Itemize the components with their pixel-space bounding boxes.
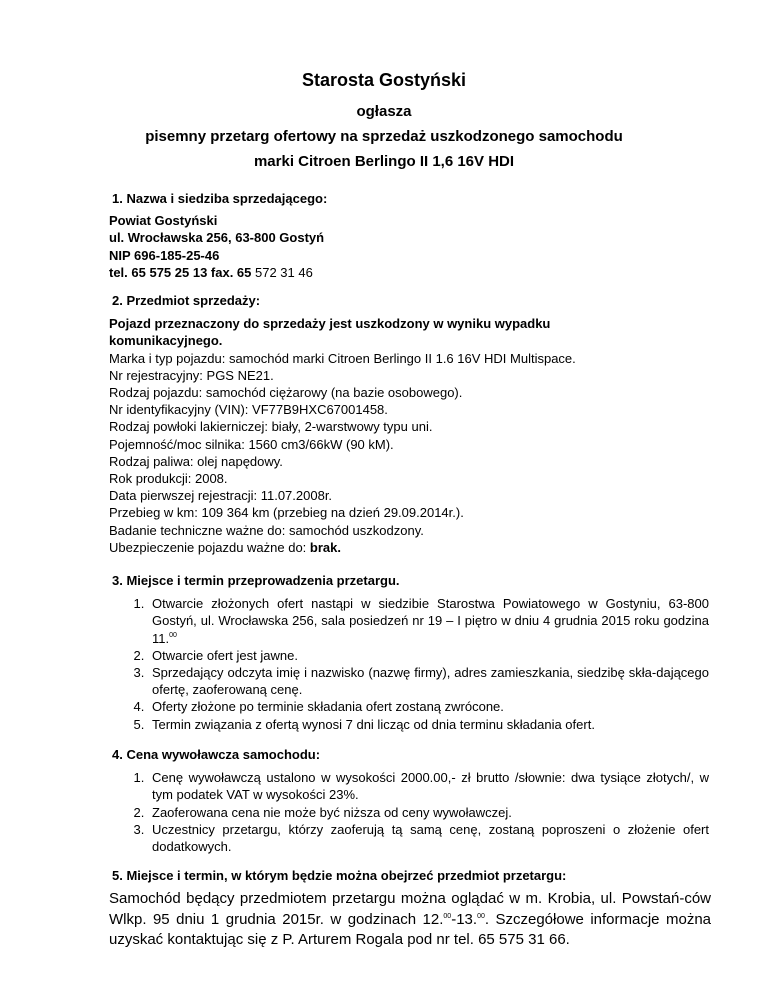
- inspection-text-part-3: . Szczegółowe informacje można uzyskać kontaktując się z P. Arturem Rogala pod nr tel. 65 575 31 66.: [109, 910, 712, 949]
- section-5-heading: 5. Miejsce i termin, w którym będzie można obejrzeć przedmiot przetargu:: [112, 868, 567, 883]
- subject-intro-line-2: komunikacyjnego.: [109, 333, 223, 349]
- price-list: [109, 769, 709, 855]
- insurance-label: Ubezpieczenie pojazdu ważne do:: [109, 539, 310, 555]
- detail-line: Rok produkcji: 2008.: [109, 471, 228, 487]
- detail-line: Data pierwszej rejestracji: 11.07.2008r.: [109, 488, 333, 504]
- inspection-text-part-1: Samochód będący przedmiotem przetargu można oglądać w m. Krobia, ul. Powstań-ców Wlkp. 95 dniu 1 grudnia 2015r. w godzinach 12.: [109, 890, 711, 928]
- venue-item-1-text: Otwarcie złożonych ofert nastąpi w siedzibie Starostwa Powiatowego w Gostyniu, 63-800 Gostyń, ul. Wrocławska 256, sala posiedzeń nr 19 – I piętro w dniu 4 grudnia 2015 roku godzina 11.: [152, 596, 709, 646]
- seller-phone-fax: [109, 264, 709, 281]
- list-item: [148, 595, 709, 647]
- seller-phone-bold: tel. 65 575 25 13 fax. 65: [109, 264, 252, 280]
- list-item: 4. Oferty złożone po terminie składania ofert zostaną zwrócone.: [148, 698, 709, 715]
- inspection-text: [109, 889, 711, 951]
- time-superscript: 00: [443, 912, 452, 920]
- section-4-heading: 4. Cena wywoławcza samochodu:: [112, 747, 321, 762]
- section-seller: [109, 190, 709, 281]
- section-3-heading: 3. Miejsce i termin przeprowadzenia przetargu.: [112, 573, 400, 588]
- detail-line: Rodzaj paliwa: olej napędowy.: [109, 453, 283, 469]
- detail-line: Nr rejestracyjny: PGS NE21.: [109, 367, 274, 383]
- insurance-value: brak.: [309, 539, 341, 555]
- seller-fax-rest: 572 31 46: [251, 264, 313, 280]
- detail-line: Rodzaj powłoki lakierniczej: biały, 2-warstwowy typu uni.: [109, 419, 433, 435]
- section-price: [109, 746, 709, 855]
- list-item: 2. Zaoferowana cena nie może być niższa od ceny wywoławczej.: [148, 804, 709, 821]
- list-item: 5. Termin związania z ofertą wynosi 7 dni licząc od dnia terminu składania ofert.: [148, 716, 709, 733]
- seller-name: Powiat Gostyński: [109, 213, 218, 229]
- list-item: 3. Uczestnicy przetargu, którzy zaoferują tą samą cenę, zostaną poproszeni o złożenie ofert dodatkowych.: [148, 821, 709, 855]
- time-superscript: 00: [169, 631, 177, 639]
- seller-address: ul. Wrocławska 256, 63-800 Gostyń: [109, 230, 325, 246]
- detail-line: Pojemność/moc silnika: 1560 cm3/66kW (90 kM).: [109, 436, 394, 452]
- detail-line: Rodzaj pojazdu: samochód ciężarowy (na bazie osobowego).: [109, 385, 463, 401]
- detail-line: Marka i typ pojazdu: samochód marki Citroen Berlingo II 1.6 16V HDI Multispace.: [109, 350, 576, 366]
- subject-line-2: marki Citroen Berlingo II 1,6 16V HDI: [253, 153, 515, 170]
- section-subject: [109, 292, 709, 556]
- section-2-heading: 2. Przedmiot sprzedaży:: [112, 293, 261, 308]
- time-superscript: 00: [477, 912, 485, 920]
- announces-text: ogłasza: [356, 103, 412, 120]
- venue-list: [109, 595, 709, 733]
- insurance-line: [109, 539, 709, 556]
- list-item: 1. Cenę wywoławczą ustalono w wysokości 2000.00,- zł brutto /słownie: dwa tysiące złotych/, w tym podatek VAT w wysokości 23%.: [148, 769, 709, 803]
- inspection-text-part-2: -13.: [451, 910, 478, 928]
- subject-intro-line-1: Pojazd przeznaczony do sprzedaży jest uszkodzony w wyniku wypadku: [109, 316, 551, 332]
- detail-line: Badanie techniczne ważne do: samochód uszkodzony.: [109, 522, 424, 538]
- list-item: 2. Otwarcie ofert jest jawne.: [148, 647, 709, 664]
- section-1-heading: 1. Nazwa i siedziba sprzedającego:: [112, 191, 328, 206]
- section-venue: [109, 572, 709, 733]
- subject-line-1: pisemny przetarg ofertowy na sprzedaż uszkodzonego samochodu: [145, 128, 623, 145]
- section-inspection: [109, 867, 712, 951]
- seller-nip: NIP 696-185-25-46: [109, 247, 220, 263]
- list-item: 3. Sprzedający odczyta imię i nazwisko (nazwę firmy), adres zamieszkania, siedzibę skła-dającego ofertę, zaoferowaną cenę.: [148, 664, 709, 698]
- detail-line: Przebieg w km: 109 364 km (przebieg na dzień 29.09.2014r.).: [109, 505, 464, 521]
- detail-line: Nr identyfikacyjny (VIN): VF77B9HXC67001458.: [109, 402, 388, 418]
- document-title: Starosta Gostyński: [301, 70, 467, 90]
